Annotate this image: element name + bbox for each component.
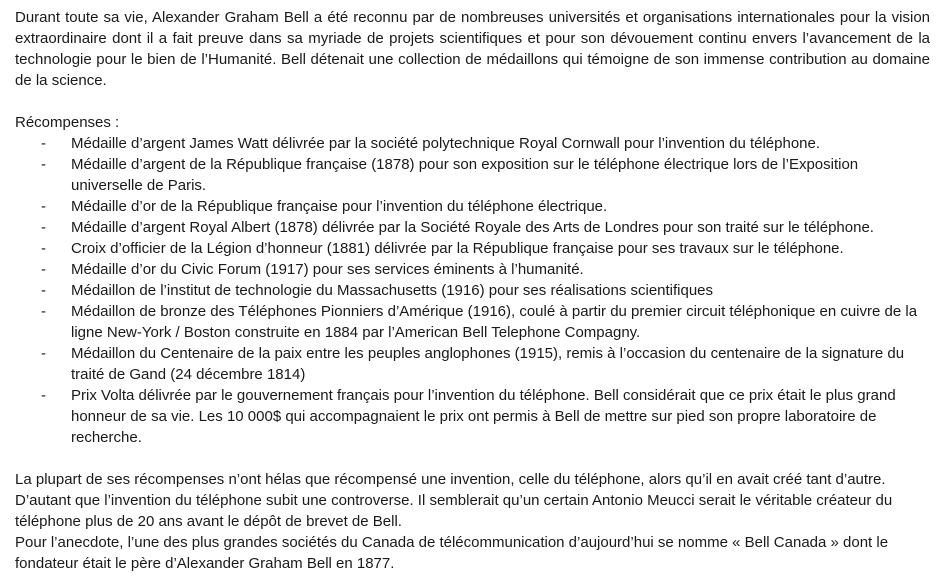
bullet-dash: - [41,219,46,236]
list-item-text: Médaillon de bronze des Téléphones Pionniers d’Amérique (1916), coulé à partir du premier circuit téléphonique en cuivre de la ligne New-York / Boston construite en 1884 par l’American Bell Telephone Compagny. [71,303,918,341]
list-item-text: Médaille d’argent Royal Albert (1878) délivrée par la Société Royale des Arts de Londres pour son traité sur le téléphone. [71,219,874,236]
list-item [15,385,930,448]
bullet-dash: - [41,261,46,278]
list-item-text: Médaille d’or de la République française pour l’invention du téléphone électrique. [71,198,608,215]
list-item-text: Médaillon du Centenaire de la paix entre les peuples anglophones (1915), remis à l’occasion du centenaire de la signature du traité de Gand (24 décembre 1814) [71,345,905,383]
conclusion-paragraph: La plupart de ses récompenses n’ont hélas que récompensé une invention, celle du téléphone, alors qu’il en avait créé tant d’autre. D’autant que l’invention du téléphone subit une controverse. Il semblerait qu’un certain Antonio Meucci serait le véritable créateur du téléphone plus de 20 ans avant le dépôt de brevet de Bell. [15,471,893,530]
list-item-text: Médaillon de l’institut de technologie du Massachusetts (1916) pour ses réalisations scientifiques [71,282,714,299]
awards-heading: Récompenses : [15,114,120,131]
bullet-dash: - [41,303,46,320]
awards-list [15,133,930,448]
bullet-dash: - [41,240,46,257]
list-item-text: Prix Volta délivrée par le gouvernement français pour l’invention du téléphone. Bell considérait que ce prix était le plus grand honneur de sa vie. Les 10 000$ qui accompagnaient le prix ont permis à Bell de mettre sur pied son propre laboratoire de recherche. [71,387,896,446]
bullet-dash: - [41,135,46,152]
list-item [15,343,930,385]
list-item [15,196,930,217]
list-item-text: Croix d’officier de la Légion d’honneur (1881) délivrée par la République française pour ses travaux sur le téléphone. [71,240,844,257]
bullet-dash: - [41,198,46,215]
anecdote-paragraph: Pour l’anecdote, l’une des plus grandes sociétés du Canada de télécommunication d’aujourd’hui se nomme « Bell Canada » dont le fondateur était le père d’Alexander Graham Bell en 1877. [15,534,889,572]
list-item [15,259,930,280]
list-item [15,280,930,301]
list-item [15,301,930,343]
list-item-text: Médaille d’or du Civic Forum (1917) pour ses services éminents à l’humanité. [71,261,584,278]
intro-paragraph: Durant toute sa vie, Alexander Graham Bell a été reconnu par de nombreuses universités et organisations internationales pour la vision extraordinaire dont il a fait preuve dans sa myriade de projets scientifiques et pour son dévouement continu envers l’avancement de la technologie pour le bien de l’Humanité. Bell détenait une collection de médaillons qui témoigne de son immense contribution au domaine de la science. [15,9,930,89]
bullet-dash: - [41,345,46,362]
list-item-text: Médaille d’argent de la République française (1878) pour son exposition sur le téléphone électrique lors de l’Exposition universelle de Paris. [71,156,859,194]
list-item [15,217,930,238]
list-item [15,133,930,154]
list-item [15,238,930,259]
bullet-dash: - [41,282,46,299]
bullet-dash: - [41,156,46,173]
list-item [15,154,930,196]
bullet-dash: - [41,387,46,404]
list-item-text: Médaille d’argent James Watt délivrée par la société polytechnique Royal Cornwall pour l’invention du téléphone. [71,135,821,152]
